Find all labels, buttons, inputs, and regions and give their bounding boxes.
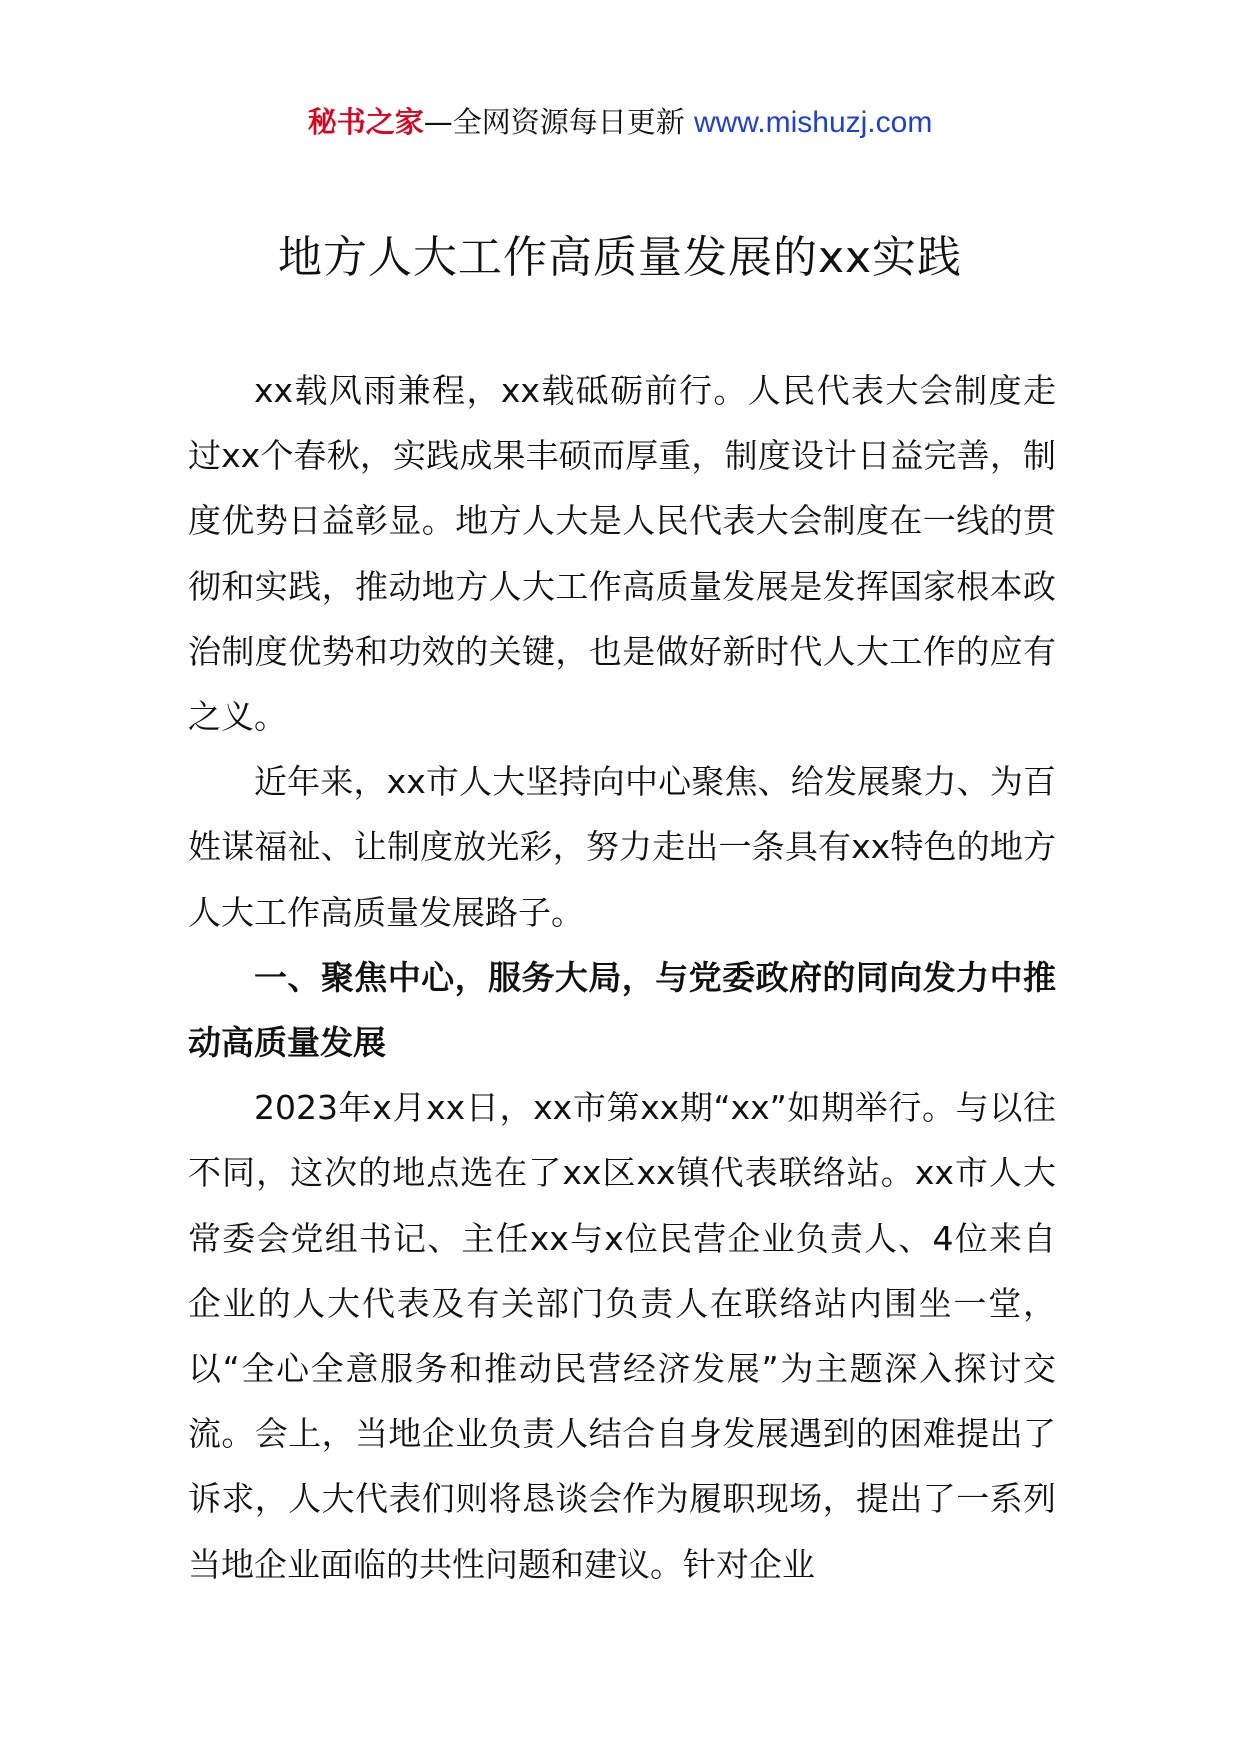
document-title: 地方人大工作高质量发展的xx实践 — [277, 232, 963, 283]
paragraph-intro: xx载风雨兼程，xx载砥砺前行。人民代表大会制度走过xx个春秋，实践成果丰硕而厚重，制度设计日益完善，制度优势日益彰显。地方人大是人民代表大会制度在一线的贯彻和实践，推动地方人大工作高质量发展是发挥国家根本政治制度优势和功效的关键，也是做好新时代人大工作的应有之义。 — [188, 371, 1056, 737]
paragraph-section-1: 2023年x月xx日，xx市第xx期“xx”如期举行。与以往不同，这次的地点选在了xx区xx镇代表联络站。xx市人大常委会党组书记、主任xx与x位民营企业负责人、4位来自企业的人大代表及有关部门负责人在联络站内围坐一堂，以“全心全意服务和推动民营经济发展”为主题深入探讨交流。会上，当地企业负责人结合自身发展遇到的困难提出了诉求，人大代表们则将恳谈会作为履职现场，提出了一系列当地企业面临的共性问题和建议。针对企业 — [188, 1088, 1056, 1584]
brand-name: 秘书之家 — [307, 105, 424, 139]
site-banner — [0, 102, 1240, 143]
section-heading-1: 一、聚焦中心，服务大局，与党委政府的同向发力中推动高质量发展 — [188, 957, 1056, 1063]
paragraph-overview: 近年来，xx市人大坚持向中心聚焦、给发展聚力、为百姓谋福祉、让制度放光彩，努力走出一条具有xx特色的地方人大工作高质量发展路子。 — [188, 762, 1056, 932]
document-body — [188, 358, 1056, 1597]
website-link[interactable]: www.mishuzj.com — [693, 106, 933, 139]
banner-slogan: —全网资源每日更新 — [423, 105, 685, 139]
